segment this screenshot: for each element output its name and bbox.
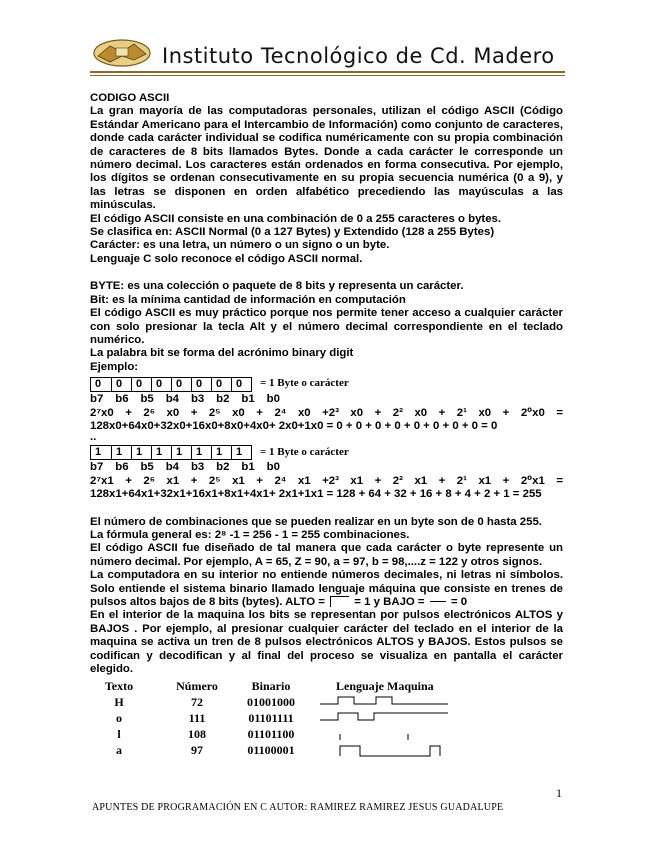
bit-label: b2: [216, 461, 230, 474]
bit-label: b2: [216, 393, 230, 406]
cell-text: l: [117, 726, 121, 741]
formula-term: +: [256, 474, 263, 487]
table-row: [90, 742, 563, 758]
section-heading: CODIGO ASCII: [90, 92, 170, 104]
paragraph-range: El código ASCII consiste en una combinación de 0 a 255 caracteres o bytes.: [90, 212, 502, 225]
header-lenguaje-maquina: Lenguaje Maquina: [336, 678, 434, 693]
formula-term: x1: [478, 474, 492, 487]
cell-number: 97: [191, 742, 203, 757]
formula-term: 2⁴: [274, 406, 287, 419]
bit-box: 0: [131, 378, 151, 391]
formula-term: x1: [232, 474, 245, 487]
cell-binary: 01101100: [247, 726, 295, 741]
bit-label: b1: [241, 393, 255, 406]
bit-label: b0: [266, 393, 280, 406]
paragraph-combinations: El número de combinaciones que se pueden realizar en un byte son de 0 hasta 255.: [90, 515, 542, 528]
formula-term: 2⁶: [143, 474, 155, 487]
formula-term: +2³: [322, 406, 339, 419]
low-pulse-icon: [430, 601, 446, 602]
bit-box: 0: [111, 378, 131, 391]
formula-term: +: [125, 406, 132, 419]
formula-term: 2⁷x0: [90, 406, 114, 419]
formula-term: x0: [478, 406, 492, 419]
paragraph-formula: La fórmula general es: 2⁸ -1 = 256 - 1 = 255 combinaciones.: [90, 528, 410, 541]
header-divider: [90, 71, 565, 73]
paragraph-binary: [90, 569, 563, 609]
formula-term: 2¹: [456, 474, 467, 487]
bit-box: 1: [131, 446, 151, 459]
bit-label: b3: [190, 461, 205, 474]
formula-term: 2²: [392, 474, 403, 487]
ellipsis-dots: ..: [90, 431, 97, 444]
cell-number: 111: [188, 710, 206, 725]
formula-term: x0: [166, 406, 180, 419]
formula-term: 2⁷x1: [90, 474, 114, 487]
formula-term: +: [374, 406, 382, 419]
power-formula-zero: [90, 407, 563, 420]
example-label: Ejemplo:: [90, 360, 139, 373]
formula-term: x1: [414, 474, 428, 487]
formula-term: +: [190, 474, 198, 487]
formula-term: x1: [350, 474, 364, 487]
byte-one-row: [90, 444, 563, 460]
paragraph-bit: Bit: es la mínima cantidad de información en computación: [90, 293, 406, 306]
header-texto: Texto: [104, 678, 134, 693]
result-one: 128x1+64x1+32x1+16x1+8x1+4x1+ 2x1+1x1 = 128 + 64 + 32 + 16 + 8 + 4 + 2 + 1 = 255: [90, 488, 542, 501]
itcm-logo: [92, 38, 152, 68]
formula-term: +: [438, 474, 446, 487]
cell-binary: 01101111: [248, 710, 294, 725]
formula-term: +: [438, 406, 446, 419]
bit-box: 0: [211, 378, 231, 391]
cell-binary: 01100001: [247, 742, 295, 757]
bit-box: 1: [171, 446, 191, 459]
paragraph-byte: BYTE: es una colección o paquete de 8 bits y representa un carácter.: [90, 280, 464, 293]
bit-label: b3: [190, 393, 205, 406]
alto-value: = 1: [354, 596, 371, 608]
formula-term: +: [502, 406, 510, 419]
cell-text: a: [116, 742, 122, 757]
table-row: [90, 726, 563, 742]
bit-label: b4: [165, 461, 179, 474]
header-numero: Número: [176, 678, 218, 693]
formula-term: +: [374, 474, 382, 487]
formula-term: 2⁵: [208, 406, 221, 419]
cell-text: H: [114, 694, 124, 709]
bit-box: 1: [211, 446, 231, 459]
cell-text: o: [116, 710, 122, 725]
formula-term: +2³: [322, 474, 339, 487]
bit-position-labels: [90, 461, 280, 474]
cell-number: 72: [191, 694, 203, 709]
bit-label: b7: [90, 461, 104, 474]
bit-box: 0: [191, 378, 211, 391]
formula-term: x0: [414, 406, 428, 419]
byte-zero-row: [90, 376, 563, 392]
bit-label: b1: [241, 461, 255, 474]
alto-label: ALTO =: [285, 596, 325, 608]
byte-zero-boxes: [90, 377, 252, 392]
formula-term: x0: [297, 406, 311, 419]
bit-position-labels: [90, 393, 280, 406]
pulse-train-icon: [320, 727, 450, 741]
byte-note: = 1 Byte o carácter: [260, 377, 349, 390]
cell-number: 108: [188, 726, 206, 741]
byte-one-boxes: [90, 445, 252, 460]
formula-term: 2⁰x0: [520, 406, 545, 419]
formula-term: +: [256, 406, 263, 419]
formula-term: +: [190, 406, 198, 419]
paragraph-classification: Se clasifica en: ASCII Normal (0 a 127 Bytes) y Extendido (128 a 255 Bytes): [90, 226, 495, 239]
formula-term: +: [125, 474, 132, 487]
bit-box: 1: [191, 446, 211, 459]
institute-title: Instituto Tecnológico de Cd. Madero: [162, 44, 555, 68]
bit-label: b5: [140, 461, 154, 474]
bit-label: b6: [115, 461, 129, 474]
power-formula-one: [90, 475, 563, 488]
formula-term: =: [556, 406, 563, 419]
bit-label: b6: [115, 393, 129, 406]
paragraph-pulses: En el interior de la maquina los bits se representan por pulsos electrónicos ALTOS y BAJOS . Por ejemplo, al presionar cualquier carácter del teclado en el interior de la maquina se activa un tren de 8 pulsos electrónicos ALTOS y BAJOS. Estos pulsos se codifican y decodifican y al final del proceso se visualiza en pantalla el carácter elegido.: [90, 609, 563, 676]
result-zero: 128x0+64x0+32x0+16x0+8x0+4x0+ 2x0+1x0 = 0 + 0 + 0 + 0 + 0 + 0 + 0 + 0 = 0: [90, 419, 498, 432]
bit-label: b7: [90, 393, 104, 406]
bit-label: b4: [165, 393, 179, 406]
paragraph-character: Carácter: es una letra, un número o un signo o un byte.: [90, 239, 390, 252]
table-row: [90, 694, 563, 710]
bit-label: b0: [266, 461, 280, 474]
bit-label: b5: [140, 393, 154, 406]
formula-term: 2⁰x1: [520, 474, 545, 487]
bit-box: 1: [111, 446, 131, 459]
paragraph-acronym: La palabra bit se forma del acrónimo binary digit: [90, 347, 354, 360]
bit-box: 0: [95, 377, 102, 390]
cell-binary: 01001000: [247, 694, 295, 709]
table-row: [90, 710, 563, 726]
binary-text: La computadora en su interior no entiende números decimales, ni letras ni símbolos. Solo entiende el sistema binario llamado lenguaje máquina que consiste en trenes de pulsos altos bajos de 8 bits (bytes).: [90, 569, 563, 608]
formula-term: x1: [166, 474, 180, 487]
formula-term: 2²: [392, 406, 403, 419]
formula-term: x0: [232, 406, 245, 419]
bit-box: 1: [95, 445, 102, 458]
paragraph-alt-key: El código ASCII es muy práctico porque nos permite tener acceso a cualquier carácter con solo presionar la tecla Alt y el número decimal correspondiente en el teclado numérico.: [90, 307, 563, 346]
formula-term: x1: [297, 474, 311, 487]
ascii-table: [90, 678, 563, 758]
header-divider-thin: [90, 75, 565, 76]
paragraph-decimal: El código ASCII fue diseñado de tal manera que cada carácter o byte represente un número decimal. Por ejemplo, A = 65, Z = 90, a = 97, b = 98,....z = 122 y otros signos.: [90, 542, 563, 568]
bajo-label: y BAJO =: [373, 596, 425, 608]
byte-note: = 1 Byte o carácter: [260, 445, 349, 458]
page-footer: APUNTES DE PROGRAMACIÓN EN C AUTOR: RAMIREZ RAMIREZ JESUS GUADALUPE: [92, 802, 504, 813]
paragraph-language-c: Lenguaje C solo reconoce el código ASCII normal.: [90, 252, 363, 265]
header-binario: Binario: [251, 678, 291, 693]
pulse-train-icon: [320, 743, 450, 757]
formula-term: 2⁶: [143, 406, 155, 419]
formula-term: =: [556, 474, 563, 487]
high-pulse-icon: [330, 596, 349, 607]
formula-term: x0: [350, 406, 364, 419]
formula-term: 2⁵: [208, 474, 221, 487]
paragraph-intro: La gran mayoría de las computadoras personales, utilizan el código ASCII (Código Estándar Americano para el Intercambio de Información) como conjunto de caracteres, donde cada carácter individual se codifica numéricamente con su propia combinación de caracteres de 8 bits llamados Bytes. Donde a cada carácter le corresponde un número decimal. Los caracteres están ordenados en forma consecutiva. Por ejemplo, los dígitos se ordenan consecutivamente en su propia secuencia numérica (0 a 9), y las letras se disponen en orden alfabético precediendo las mayúsculas a las minúsculas.: [90, 105, 563, 212]
formula-term: 2¹: [456, 406, 467, 419]
formula-term: 2⁴: [274, 474, 287, 487]
bajo-value: = 0: [450, 596, 468, 608]
bit-box: 1: [231, 446, 251, 459]
bit-box: 0: [151, 378, 171, 391]
document-body: [90, 92, 563, 758]
formula-term: +: [502, 474, 510, 487]
bit-box: 1: [151, 446, 171, 459]
pulse-train-icon: [320, 695, 450, 709]
pulse-train-icon: [320, 711, 450, 725]
bit-box: 0: [171, 378, 191, 391]
page-number: 1: [556, 786, 562, 800]
bit-box: 0: [231, 378, 251, 391]
table-header: [90, 678, 563, 694]
